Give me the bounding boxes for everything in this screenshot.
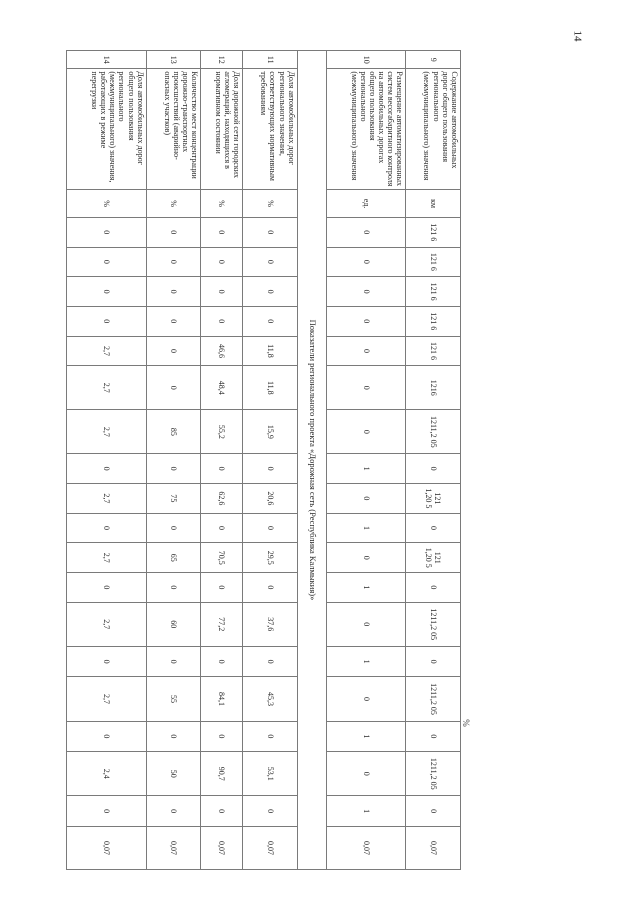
value-cell: 0: [326, 677, 406, 721]
unit-cell: %: [146, 190, 201, 218]
row-number-cell: 14: [67, 51, 147, 69]
value-cell: 0: [201, 247, 243, 277]
unit-cell: %: [67, 190, 147, 218]
value-cell: 0: [146, 247, 201, 277]
value-cell: 121 6: [406, 306, 461, 336]
value-cell: 0: [326, 410, 406, 454]
indicator-name-cell: Доля автомобильных дорог регионального значения, соответствующих нормативным требованиям: [243, 69, 298, 190]
value-cell: 0: [326, 306, 406, 336]
value-cell: 2,7: [67, 336, 147, 366]
value-cell: 0: [146, 217, 201, 247]
unit-cell: ед.: [326, 190, 406, 218]
row-number-cell: 10: [326, 51, 406, 69]
value-cell: 0,07: [406, 826, 461, 869]
value-cell: 85: [146, 410, 201, 454]
unit-cell: %: [201, 190, 243, 218]
value-cell: 0: [326, 752, 406, 796]
value-cell: 1: [326, 646, 406, 677]
value-cell: 0: [67, 454, 147, 484]
indicator-name-cell: Содержание автомобильных дорог общего пользования регионального (межмуниципального) значения: [406, 69, 461, 190]
table-row: [406, 51, 461, 870]
value-cell: 1216: [406, 366, 461, 410]
value-cell: 0: [201, 646, 243, 677]
value-cell: 2,7: [67, 602, 147, 646]
value-cell: 1: [326, 513, 406, 543]
value-cell: 55,2: [201, 410, 243, 454]
value-cell: 0: [201, 454, 243, 484]
table-row: [243, 51, 298, 870]
value-cell: 0: [67, 247, 147, 277]
value-cell: 1211,2 05: [406, 410, 461, 454]
value-cell: 0: [146, 721, 201, 752]
indicator-name-cell: Количество мест концентрации дорожно-транспортных происшествий (аварийно-опасных участков): [146, 69, 201, 190]
value-cell: 1211,2 05: [406, 677, 461, 721]
indicator-name-cell: Доля автомобильных дорог общего пользования регионального (межмуниципального) значения, работающих в режиме перегрузки: [67, 69, 147, 190]
value-cell: 60: [146, 602, 201, 646]
value-cell: 0: [146, 277, 201, 307]
value-cell: 0: [201, 306, 243, 336]
value-cell: 0,07: [243, 826, 298, 869]
value-cell: 0: [243, 247, 298, 277]
value-cell: 0: [146, 336, 201, 366]
value-cell: 0: [326, 336, 406, 366]
value-cell: 11,8: [243, 366, 298, 410]
value-cell: 0: [243, 646, 298, 677]
value-cell: 0,07: [201, 826, 243, 869]
value-cell: 0: [406, 513, 461, 543]
section-header-row: [297, 51, 326, 870]
value-cell: 0: [201, 277, 243, 307]
value-cell: 0: [67, 306, 147, 336]
unit-cell: км: [406, 190, 461, 218]
value-cell: 0: [201, 217, 243, 247]
value-cell: 0: [326, 366, 406, 410]
value-cell: 37,6: [243, 602, 298, 646]
value-cell: 0: [67, 573, 147, 603]
indicators-table: [66, 50, 461, 870]
value-cell: 84,1: [201, 677, 243, 721]
value-cell: 1211,2 05: [406, 602, 461, 646]
value-cell: 70,5: [201, 543, 243, 573]
table-row: [201, 51, 243, 870]
unit-cell: %: [243, 190, 298, 218]
value-cell: 0: [243, 796, 298, 827]
table-row: [146, 51, 201, 870]
value-cell: 0: [67, 277, 147, 307]
margin-mark: %: [460, 719, 471, 727]
value-cell: 77,2: [201, 602, 243, 646]
value-cell: 0: [406, 573, 461, 603]
value-cell: 121 6: [406, 277, 461, 307]
value-cell: 0: [406, 454, 461, 484]
value-cell: 121 6: [406, 217, 461, 247]
value-cell: 0: [67, 646, 147, 677]
value-cell: 46,6: [201, 336, 243, 366]
value-cell: 0: [146, 306, 201, 336]
rotated-table-frame: [66, 50, 461, 870]
value-cell: 0: [243, 454, 298, 484]
value-cell: 0: [67, 217, 147, 247]
value-cell: 0: [243, 573, 298, 603]
value-cell: 121 6: [406, 336, 461, 366]
indicator-name-cell: Размещение автоматизированных систем весогабаритного контроля на автомобильных дорогах общего пользования регионального (межмуниципального) значения: [326, 69, 406, 190]
value-cell: 2,7: [67, 410, 147, 454]
value-cell: 121 6: [406, 247, 461, 277]
value-cell: 0,07: [326, 826, 406, 869]
value-cell: 15,9: [243, 410, 298, 454]
value-cell: 0: [406, 646, 461, 677]
value-cell: 0: [146, 366, 201, 410]
value-cell: 48,4: [201, 366, 243, 410]
value-cell: 29,5: [243, 543, 298, 573]
value-cell: 121 1,20 5: [406, 484, 461, 514]
value-cell: 1: [326, 454, 406, 484]
value-cell: 0: [243, 306, 298, 336]
value-cell: 2,4: [67, 752, 147, 796]
section-title: Показатели регионального проекта «Дорожная сеть (Республика Калмыкия)»: [297, 51, 326, 870]
value-cell: 1: [326, 796, 406, 827]
value-cell: 0: [201, 796, 243, 827]
value-cell: 90,7: [201, 752, 243, 796]
value-cell: 0,07: [67, 826, 147, 869]
value-cell: 2,7: [67, 543, 147, 573]
value-cell: 2,7: [67, 677, 147, 721]
value-cell: 53,1: [243, 752, 298, 796]
row-number-cell: 12: [201, 51, 243, 69]
value-cell: 0: [243, 721, 298, 752]
value-cell: 0: [243, 513, 298, 543]
value-cell: 0: [326, 543, 406, 573]
value-cell: 0: [326, 277, 406, 307]
page-number: 14: [571, 30, 584, 42]
value-cell: 11,8: [243, 336, 298, 366]
table-row: [67, 51, 147, 870]
value-cell: 121 1,20 5: [406, 543, 461, 573]
value-cell: 0: [243, 277, 298, 307]
row-number-cell: 11: [243, 51, 298, 69]
row-number-cell: 9: [406, 51, 461, 69]
value-cell: 75: [146, 484, 201, 514]
value-cell: 0: [326, 247, 406, 277]
value-cell: 0: [146, 796, 201, 827]
value-cell: 0: [201, 513, 243, 543]
value-cell: 0: [326, 484, 406, 514]
value-cell: 0: [243, 217, 298, 247]
value-cell: 0: [67, 796, 147, 827]
table-row: [326, 51, 406, 870]
value-cell: 20,6: [243, 484, 298, 514]
value-cell: 65: [146, 543, 201, 573]
value-cell: 0: [146, 454, 201, 484]
row-number-cell: 13: [146, 51, 201, 69]
value-cell: 2,7: [67, 366, 147, 410]
value-cell: 2,7: [67, 484, 147, 514]
value-cell: 1211,2 05: [406, 752, 461, 796]
value-cell: 0: [326, 217, 406, 247]
value-cell: 62,6: [201, 484, 243, 514]
value-cell: 0: [326, 602, 406, 646]
value-cell: 0: [67, 513, 147, 543]
indicator-name-cell: Доля дорожной сети городских агломераций, находящихся в нормативном состоянии: [201, 69, 243, 190]
value-cell: 1: [326, 573, 406, 603]
value-cell: 0,07: [146, 826, 201, 869]
value-cell: 0: [146, 573, 201, 603]
value-cell: 0: [146, 646, 201, 677]
value-cell: 0: [146, 513, 201, 543]
value-cell: 0: [406, 796, 461, 827]
value-cell: 0: [201, 721, 243, 752]
value-cell: 1: [326, 721, 406, 752]
value-cell: 0: [67, 721, 147, 752]
value-cell: 45,3: [243, 677, 298, 721]
value-cell: 50: [146, 752, 201, 796]
value-cell: 0: [406, 721, 461, 752]
value-cell: 55: [146, 677, 201, 721]
value-cell: 0: [201, 573, 243, 603]
